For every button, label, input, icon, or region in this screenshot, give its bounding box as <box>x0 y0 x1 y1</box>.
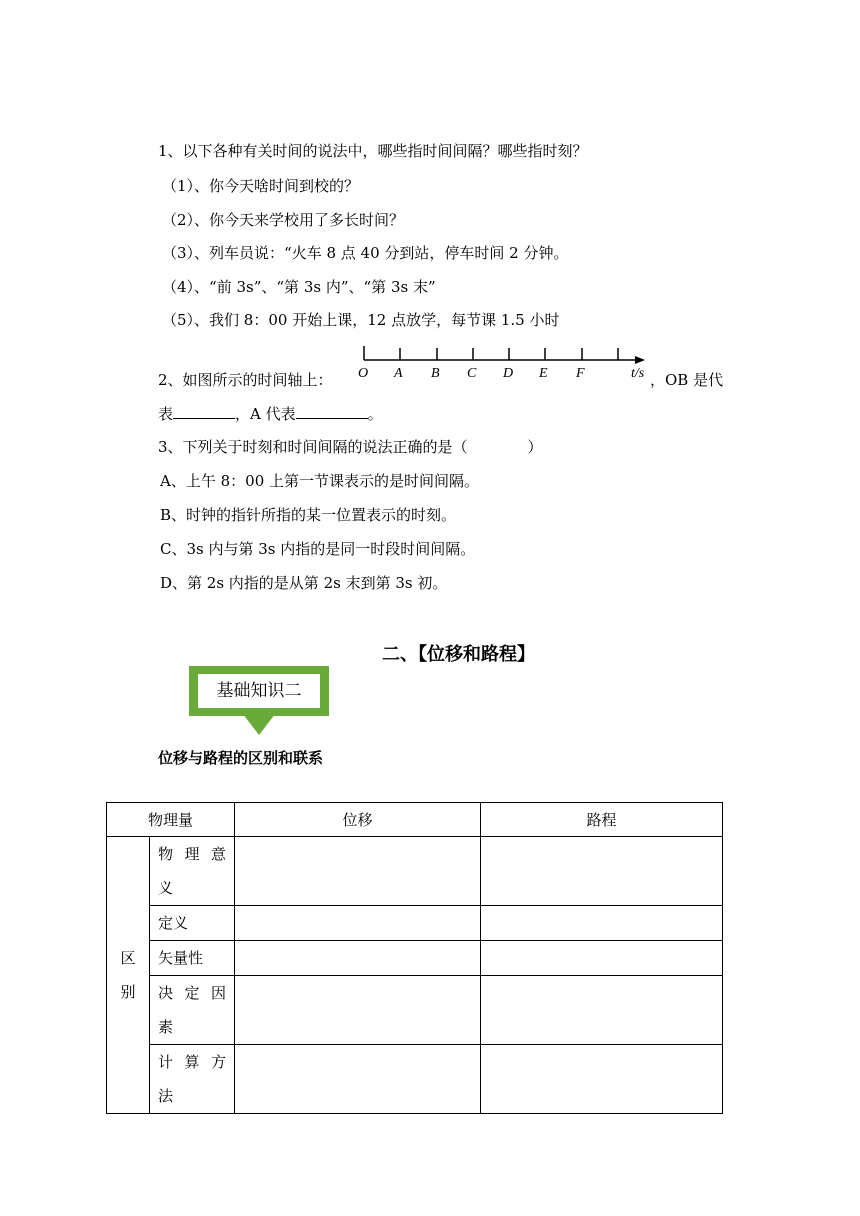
cell-distance-calculation[interactable] <box>481 1045 723 1114</box>
row-label-vector: 矢量性 <box>150 941 235 976</box>
axis-label-t: t/s <box>631 366 645 381</box>
q1-stem: 1、以下各种有关时间的说法中，哪些指时间间隔？哪些指时刻？ <box>158 142 588 160</box>
axis-label-f: F <box>576 366 585 381</box>
cell-distance-factors[interactable] <box>481 976 723 1045</box>
row-label-definition: 定义 <box>150 906 235 941</box>
q3-option-c: C、3s 内与第 3s 内指的是同一时段时间间隔。 <box>160 540 476 558</box>
cell-distance-definition[interactable] <box>481 906 723 941</box>
comparison-table <box>106 802 723 1114</box>
q1-item-3: （3）、列车员说：“火车 8 点 40 分到站，停车时间 2 分钟。 <box>162 244 569 262</box>
group-label-difference <box>107 837 150 1114</box>
cell-displacement-vector[interactable] <box>235 941 481 976</box>
time-axis <box>353 338 653 386</box>
axis-label-o: O <box>358 366 369 381</box>
header-displacement: 位移 <box>235 803 481 837</box>
q3-option-b: B、时钟的指针所指的某一位置表示的时刻。 <box>160 506 457 524</box>
table-row <box>107 976 723 1045</box>
header-distance: 路程 <box>481 803 723 837</box>
table-row <box>107 1045 723 1114</box>
axis-label-c: C <box>467 366 477 381</box>
table-row <box>107 837 723 906</box>
cell-distance-meaning[interactable] <box>481 837 723 906</box>
table-header-row <box>107 803 723 837</box>
q1-item-1: （1）、你今天啥时间到校的？ <box>162 177 360 195</box>
q3-option-d: D、第 2s 内指的是从第 2s 末到第 3s 初。 <box>160 574 448 592</box>
subheading: 位移与路程的区别和联系 <box>158 749 324 767</box>
group-label-char-1: 区 <box>120 949 136 967</box>
cell-displacement-meaning[interactable] <box>235 837 481 906</box>
badge-label: 基础知识二 <box>197 673 321 709</box>
q2-blank-1[interactable] <box>173 403 235 419</box>
row-label-factors: 决 定 因 素 <box>150 976 235 1045</box>
cell-displacement-definition[interactable] <box>235 906 481 941</box>
group-label-char-2: 别 <box>120 983 136 1001</box>
cell-distance-vector[interactable] <box>481 941 723 976</box>
axis-label-e: E <box>539 366 548 381</box>
down-arrow-icon <box>239 709 279 735</box>
time-axis-line <box>353 338 653 368</box>
section-title: 二、【位移和路程】 <box>382 644 535 665</box>
q2-blank-2[interactable] <box>296 403 368 419</box>
q2-stem-a: 2、如图所示的时间轴上： <box>158 371 333 389</box>
q1-item-4: （4）、“前 3s”、“第 3s 内”、“第 3s 末” <box>162 278 436 296</box>
q2-line2-b: ，A 代表 <box>235 405 296 423</box>
row-label-calculation: 计 算 方 法 <box>150 1045 235 1114</box>
q1-item-5: （5）、我们 8：00 开始上课，12 点放学，每节课 1.5 小时 <box>162 311 560 329</box>
q2-line2-c: 。 <box>367 405 383 423</box>
axis-label-b: B <box>431 366 440 381</box>
row-label-meaning: 物 理 意 义 <box>150 837 235 906</box>
q1-item-2: （2）、你今天来学校用了多长时间？ <box>162 211 405 229</box>
q2-line-2 <box>158 403 383 424</box>
q3-option-a: A、上午 8：00 上第一节课表示的是时间间隔。 <box>160 472 480 490</box>
q2-stem-b: ，OB 是代 <box>650 371 724 389</box>
q2-line2-a: 表 <box>158 405 174 423</box>
axis-label-a: A <box>394 366 403 381</box>
cell-displacement-factors[interactable] <box>235 976 481 1045</box>
table-row <box>107 941 723 976</box>
axis-label-d: D <box>503 366 514 381</box>
cell-displacement-calculation[interactable] <box>235 1045 481 1114</box>
q3-stem: 3、下列关于时刻和时间间隔的说法正确的是（ ） <box>158 438 543 456</box>
table-row <box>107 906 723 941</box>
header-quantity: 物理量 <box>107 803 235 837</box>
